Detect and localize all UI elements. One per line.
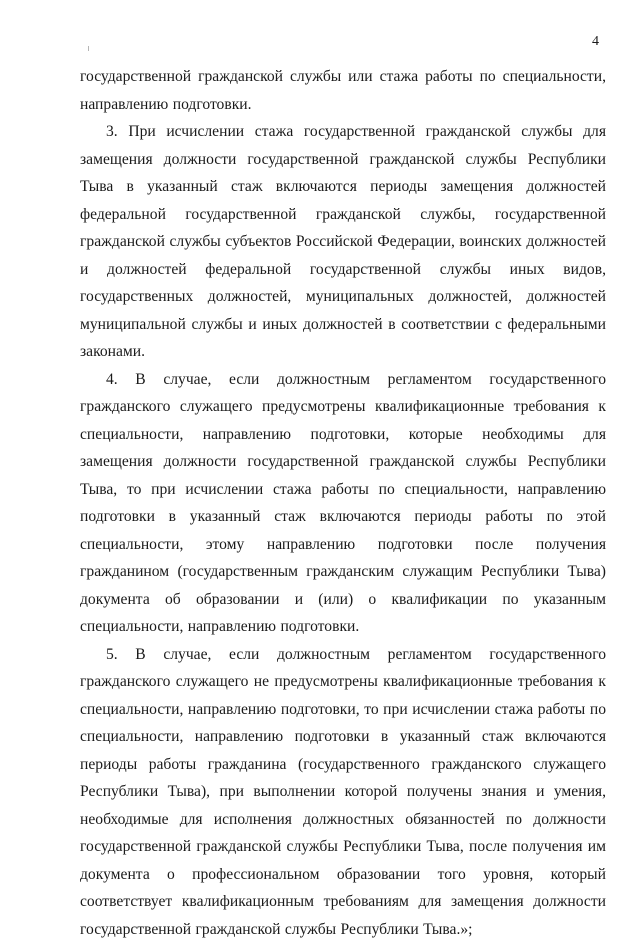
paragraph-item-4: 4. В случае, если должностным регламентом государственного гражданского служащего предусмотрены квалификационные требования к специальности, направлению подготовки, которые необходимы для замещения должности государственной гражданской службы Республики Тыва, то при исчислении стажа работы по специальности, направлению подготовки в указанный стаж включаются периоды работы по этой специальности, этому направлению подготовки после получения гражданином (государственным гражданским служащим Республики Тыва) документа об образовании и (или) о квалификации по указанным специальности, направлению подготовки. xyxy=(80,366,606,641)
paragraph-continuation: государственной гражданской службы или стажа работы по специальности, направлению подготовки. xyxy=(80,63,606,118)
document-body xyxy=(80,63,606,943)
paragraph-item-3: 3. При исчислении стажа государственной гражданской службы для замещения должности государственной гражданской службы Республики Тыва в указанный стаж включаются периоды замещения должностей федеральной государственной гражданской службы, государственной гражданской службы субъектов Российской Федерации, воинских должностей и должностей федеральной государственной службы иных видов, государственных должностей, муниципальных должностей, должностей муниципальной службы и иных должностей в соответствии с федеральными законами. xyxy=(80,118,606,366)
scan-artifact xyxy=(88,46,89,51)
paragraph-item-5: 5. В случае, если должностным регламентом государственного гражданского служащего не предусмотрены квалификационные требования к специальности, направлению подготовки, то при исчислении стажа работы по специальности, направлению подготовки в указанный стаж включаются периоды работы гражданина (государственного гражданского служащего Республики Тыва), при выполнении которой получены знания и умения, необходимые для исполнения должностных обязанностей по должности государственной гражданской службы Республики Тыва, после получения им документа о профессиональном образовании того уровня, который соответствует квалификационным требованиям для замещения должности государственной гражданской службы Республики Тыва.»; xyxy=(80,641,606,943)
page-number: 4 xyxy=(592,34,599,50)
